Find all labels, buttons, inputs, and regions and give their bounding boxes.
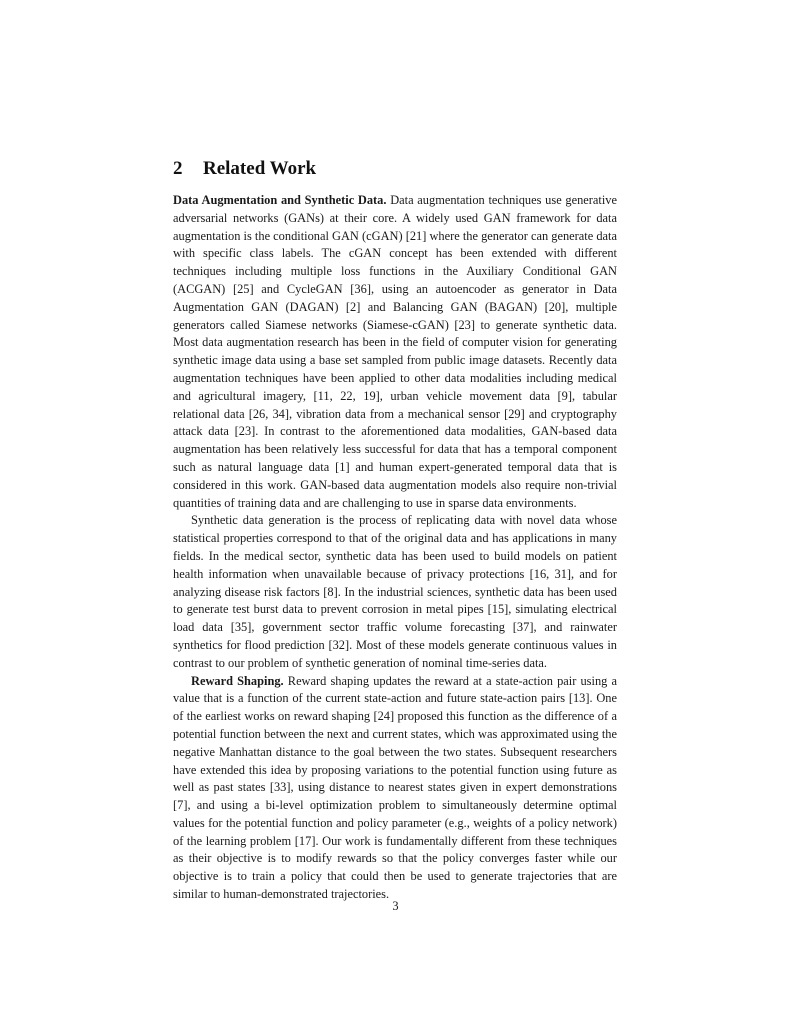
paragraph-text: Synthetic data generation is the process of replicating data with novel data whose statistical properties correspond to that of the original data and has applications in many fields. In the medical sector, synthetic data has been used to build models on patient health information when unavailable because of privacy protections [16, 31], and for analyzing disease risk factors [8]. In the industrial sciences, synthetic data has been used to generate test burst data to prevent corrosion in metal pipes [15], simulating electrical load data [35], government sector traffic volume forecasting [37], and rainwater synthetics for flood prediction [32]. Most of these models generate continuous values in contrast to our problem of synthetic generation of nominal time-series data. (173, 513, 617, 670)
section-title: Related Work (203, 158, 317, 179)
section-heading (173, 158, 617, 180)
paragraph-data-augmentation (173, 192, 617, 512)
paragraph-text: Reward shaping updates the reward at a state-action pair using a value that is a function of the current state-action and future state-action pairs [13]. One of the earliest works on reward shaping [24] proposed this function as the difference of a potential function between the next and current states, which was approximated using the negative Manhattan distance to the goal between the two states. Subsequent researchers have extended this idea by proposing variations to the potential function using future as well as past states [33], using distance to nearest states given in expert demonstrations [7], and using a bi-level optimization problem to simultaneously determine optimal values for the potential function and policy parameter (e.g., weights of a policy network) of the learning problem [17]. Our work is fundamentally different from these techniques as their objective is to modify rewards so that the policy converges faster while our objective is to train a policy that could then be used to generate trajectories that are similar to human-demonstrated trajectories. (173, 673, 617, 902)
page-content (173, 158, 617, 904)
run-in-heading-data-augmentation: Data Augmentation and Synthetic Data. (173, 193, 387, 207)
paragraph-reward-shaping (173, 673, 617, 904)
page-number: 3 (392, 899, 399, 913)
run-in-heading-reward-shaping: Reward Shaping. (191, 673, 284, 688)
paragraph-text: Data augmentation techniques use generative adversarial networks (GANs) at their core. A widely used GAN framework for data augmentation is the conditional GAN (cGAN) [21] where the generator can generate data with specific class labels. The cGAN concept has been extended with different techniques including multiple loss functions in the Auxiliary Conditional GAN (ACGAN) [25] and CycleGAN [36], using an autoencoder as generator in Data Augmentation GAN (DAGAN) [2] and Balancing GAN (BAGAN) [20], multiple generators called Siamese networks (Siamese-cGAN) [23] to generate synthetic data. Most data augmentation research has been in the field of computer vision for generating synthetic image data using a base set sampled from public image datasets. Recently data augmentation techniques have been applied to other data modalities including medical and agricultural imagery, [11, 22, 19], urban vehicle movement data [9], tabular relational data [26, 34], vibration data from a mechanical sensor [29] and cryptography attack data [23]. In contrast to the aforementioned data modalities, GAN-based data augmentation has been relatively less successful for data that has a temporal component such as natural language data [1] and human expert-generated temporal data that is considered in this work. GAN-based data augmentation models also require non-trivial quantities of training data and are challenging to use in sparse data environments. (173, 193, 618, 510)
section-number: 2 (173, 158, 183, 179)
paragraph-synthetic-data (173, 512, 617, 672)
